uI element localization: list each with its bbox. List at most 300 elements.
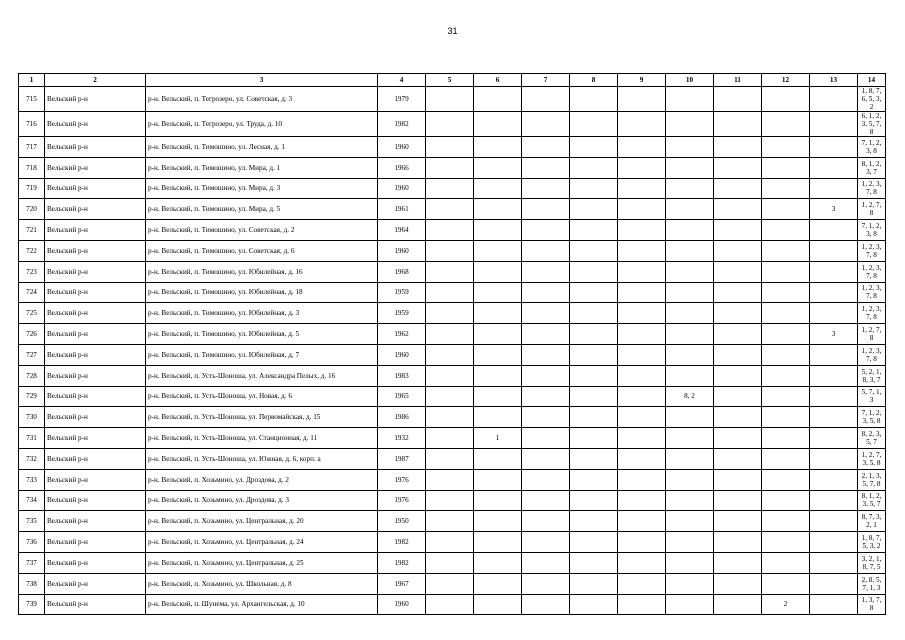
district-cell: Вельский р-н: [45, 324, 146, 345]
year-cell: 1964: [378, 220, 426, 241]
col11-cell: [714, 157, 762, 178]
col11-cell: [714, 511, 762, 532]
col10-cell: [666, 344, 714, 365]
col7-cell: [522, 428, 570, 449]
year-cell: 1960: [378, 594, 426, 615]
header-cell: 11: [714, 74, 762, 87]
col9-cell: [618, 112, 666, 137]
year-cell: 1987: [378, 448, 426, 469]
table-row: [19, 490, 886, 511]
col8-cell: [570, 87, 618, 112]
col8-cell: [570, 344, 618, 365]
col11-cell: [714, 199, 762, 220]
year-cell: 1982: [378, 532, 426, 553]
address-cell: р-н. Вельский, п. Тимошино, ул. Юбилейная, д. 5: [146, 324, 378, 345]
year-cell: 1982: [378, 112, 426, 137]
row-number-cell: 726: [19, 324, 45, 345]
col7-cell: [522, 532, 570, 553]
table-body: [19, 87, 886, 615]
col7-cell: [522, 220, 570, 241]
district-cell: Вельский р-н: [45, 87, 146, 112]
col9-cell: [618, 261, 666, 282]
table-row: [19, 220, 886, 241]
codes-cell: 5, 7, 1, 3: [858, 386, 886, 407]
table-row: [19, 157, 886, 178]
codes-cell: 2, 1, 3, 5, 7, 8: [858, 469, 886, 490]
col9-cell: [618, 87, 666, 112]
table-row: [19, 448, 886, 469]
year-cell: 1959: [378, 282, 426, 303]
table-row: [19, 261, 886, 282]
col9-cell: [618, 511, 666, 532]
col8-cell: [570, 469, 618, 490]
col9-cell: [618, 282, 666, 303]
table-row: [19, 324, 886, 345]
row-number-cell: 731: [19, 428, 45, 449]
col12-cell: [762, 365, 810, 386]
col5-cell: [426, 199, 474, 220]
col6-cell: [474, 407, 522, 428]
col13-cell: [810, 594, 858, 615]
header-cell: 5: [426, 74, 474, 87]
col9-cell: [618, 573, 666, 594]
col6-cell: [474, 324, 522, 345]
col7-cell: [522, 112, 570, 137]
col5-cell: [426, 344, 474, 365]
col7-cell: [522, 303, 570, 324]
col5-cell: [426, 428, 474, 449]
col11-cell: [714, 220, 762, 241]
codes-cell: 5, 2, 1, 8, 3, 7: [858, 365, 886, 386]
col7-cell: [522, 448, 570, 469]
col8-cell: [570, 428, 618, 449]
row-number-cell: 720: [19, 199, 45, 220]
col5-cell: [426, 137, 474, 158]
header-cell: 10: [666, 74, 714, 87]
col6-cell: [474, 532, 522, 553]
col8-cell: [570, 448, 618, 469]
row-number-cell: 737: [19, 552, 45, 573]
district-cell: Вельский р-н: [45, 428, 146, 449]
row-number-cell: 718: [19, 157, 45, 178]
codes-cell: 1, 2, 3, 7, 8: [858, 178, 886, 199]
col10-cell: [666, 137, 714, 158]
col7-cell: [522, 344, 570, 365]
col12-cell: [762, 220, 810, 241]
year-cell: 1960: [378, 178, 426, 199]
col9-cell: [618, 594, 666, 615]
col6-cell: [474, 261, 522, 282]
district-cell: Вельский р-н: [45, 573, 146, 594]
col11-cell: [714, 594, 762, 615]
year-cell: 1960: [378, 344, 426, 365]
col13-cell: [810, 365, 858, 386]
col8-cell: [570, 552, 618, 573]
col11-cell: [714, 240, 762, 261]
col11-cell: [714, 87, 762, 112]
col11-cell: [714, 532, 762, 553]
row-number-cell: 738: [19, 573, 45, 594]
col9-cell: [618, 157, 666, 178]
col11-cell: [714, 303, 762, 324]
col8-cell: [570, 324, 618, 345]
address-cell: р-н. Вельский, п. Усть-Шоноша, ул. Станционная, д. 11: [146, 428, 378, 449]
col9-cell: [618, 490, 666, 511]
col5-cell: [426, 365, 474, 386]
row-number-cell: 717: [19, 137, 45, 158]
header-cell: 1: [19, 74, 45, 87]
codes-cell: 1, 2, 3, 7, 8: [858, 344, 886, 365]
table-row: [19, 365, 886, 386]
col5-cell: [426, 594, 474, 615]
address-cell: р-н. Вельский, п. Тимошино, ул. Юбилейная, д. 7: [146, 344, 378, 365]
row-number-cell: 721: [19, 220, 45, 241]
col6-cell: [474, 178, 522, 199]
header-cell: 12: [762, 74, 810, 87]
address-cell: р-н. Вельский, п. Хозьмино, ул. Дроздова, д. 2: [146, 469, 378, 490]
col12-cell: [762, 428, 810, 449]
address-cell: р-н. Вельский, п. Тимошино, ул. Советская, д. 6: [146, 240, 378, 261]
col8-cell: [570, 199, 618, 220]
col13-cell: [810, 386, 858, 407]
codes-cell: 1, 8, 7, 6, 5, 3, 2: [858, 87, 886, 112]
year-cell: 1961: [378, 199, 426, 220]
year-cell: 1960: [378, 137, 426, 158]
codes-cell: 1, 2, 3, 7, 8: [858, 240, 886, 261]
district-cell: Вельский р-н: [45, 448, 146, 469]
district-cell: Вельский р-н: [45, 303, 146, 324]
table-row: [19, 240, 886, 261]
col12-cell: [762, 112, 810, 137]
table-row: [19, 573, 886, 594]
col6-cell: [474, 157, 522, 178]
col9-cell: [618, 178, 666, 199]
col10-cell: [666, 261, 714, 282]
col6-cell: [474, 303, 522, 324]
row-number-cell: 732: [19, 448, 45, 469]
col11-cell: [714, 573, 762, 594]
col10-cell: [666, 324, 714, 345]
col12-cell: [762, 87, 810, 112]
col13-cell: [810, 573, 858, 594]
year-cell: 1979: [378, 87, 426, 112]
col9-cell: [618, 240, 666, 261]
col5-cell: [426, 573, 474, 594]
district-cell: Вельский р-н: [45, 178, 146, 199]
col10-cell: [666, 365, 714, 386]
address-cell: р-н. Вельский, п. Хозьмино, ул. Дроздова, д. 3: [146, 490, 378, 511]
codes-cell: 7, 1, 2, 3, 8: [858, 137, 886, 158]
col5-cell: [426, 448, 474, 469]
row-number-cell: 723: [19, 261, 45, 282]
col11-cell: [714, 448, 762, 469]
col12-cell: 2: [762, 594, 810, 615]
codes-cell: 8, 1, 2, 3, 7: [858, 157, 886, 178]
year-cell: 1962: [378, 324, 426, 345]
col13-cell: [810, 282, 858, 303]
col6-cell: [474, 240, 522, 261]
col8-cell: [570, 178, 618, 199]
col6-cell: [474, 220, 522, 241]
col9-cell: [618, 303, 666, 324]
col11-cell: [714, 552, 762, 573]
year-cell: 1976: [378, 490, 426, 511]
address-cell: р-н. Вельский, п. Тимошино, ул. Лесная, д. 1: [146, 137, 378, 158]
col12-cell: [762, 552, 810, 573]
table-row: [19, 344, 886, 365]
col8-cell: [570, 573, 618, 594]
district-cell: Вельский р-н: [45, 240, 146, 261]
col13-cell: 3: [810, 199, 858, 220]
col5-cell: [426, 240, 474, 261]
row-number-cell: 735: [19, 511, 45, 532]
col5-cell: [426, 490, 474, 511]
row-number-cell: 729: [19, 386, 45, 407]
codes-cell: 2, 8, 5, 7, 1, 3: [858, 573, 886, 594]
col5-cell: [426, 178, 474, 199]
col7-cell: [522, 157, 570, 178]
table-row: [19, 532, 886, 553]
codes-cell: 8, 1, 2, 3, 5, 7: [858, 490, 886, 511]
col5-cell: [426, 386, 474, 407]
address-cell: р-н. Вельский, п. Усть-Шоноша, ул. Александра Пелых, д. 16: [146, 365, 378, 386]
col13-cell: [810, 261, 858, 282]
col9-cell: [618, 137, 666, 158]
col12-cell: [762, 199, 810, 220]
col10-cell: [666, 448, 714, 469]
row-number-cell: 739: [19, 594, 45, 615]
address-cell: р-н. Вельский, п. Тимошино, ул. Юбилейная, д. 3: [146, 303, 378, 324]
address-cell: р-н. Вельский, п. Тимошино, ул. Советская, д. 2: [146, 220, 378, 241]
year-cell: 1966: [378, 157, 426, 178]
col9-cell: [618, 365, 666, 386]
row-number-cell: 736: [19, 532, 45, 553]
col13-cell: [810, 469, 858, 490]
col9-cell: [618, 532, 666, 553]
district-cell: Вельский р-н: [45, 532, 146, 553]
col5-cell: [426, 87, 474, 112]
col9-cell: [618, 469, 666, 490]
district-cell: Вельский р-н: [45, 137, 146, 158]
district-cell: Вельский р-н: [45, 220, 146, 241]
table-row: [19, 87, 886, 112]
address-cell: р-н. Вельский, п. Хозьмино, ул. Школьная, д. 8: [146, 573, 378, 594]
table-row: [19, 303, 886, 324]
col6-cell: [474, 594, 522, 615]
district-cell: Вельский р-н: [45, 344, 146, 365]
col8-cell: [570, 303, 618, 324]
table-row: [19, 282, 886, 303]
col10-cell: [666, 199, 714, 220]
col5-cell: [426, 511, 474, 532]
col12-cell: [762, 448, 810, 469]
row-number-cell: 719: [19, 178, 45, 199]
header-cell: 9: [618, 74, 666, 87]
table-row: [19, 178, 886, 199]
col7-cell: [522, 490, 570, 511]
col9-cell: [618, 344, 666, 365]
col7-cell: [522, 594, 570, 615]
col13-cell: [810, 490, 858, 511]
col7-cell: [522, 240, 570, 261]
codes-cell: 1, 3, 7, 8: [858, 594, 886, 615]
address-cell: р-н. Вельский, п. Тегрозеро, ул. Советская, д. 3: [146, 87, 378, 112]
col12-cell: [762, 386, 810, 407]
col13-cell: [810, 532, 858, 553]
col7-cell: [522, 261, 570, 282]
address-cell: р-н. Вельский, п. Усть-Шоноша, ул. Новая, д. 6: [146, 386, 378, 407]
district-cell: Вельский р-н: [45, 261, 146, 282]
col5-cell: [426, 532, 474, 553]
codes-cell: 1, 2, 7, 3, 5, 8: [858, 448, 886, 469]
row-number-cell: 727: [19, 344, 45, 365]
col7-cell: [522, 199, 570, 220]
address-cell: р-н. Вельский, п. Усть-Шоноша, ул. Южная, д. 6, корп. а: [146, 448, 378, 469]
col9-cell: [618, 324, 666, 345]
col13-cell: [810, 178, 858, 199]
table-row: [19, 386, 886, 407]
address-cell: р-н. Вельский, п. Тимошино, ул. Мира, д. 1: [146, 157, 378, 178]
col10-cell: [666, 573, 714, 594]
district-cell: Вельский р-н: [45, 552, 146, 573]
col10-cell: [666, 157, 714, 178]
col12-cell: [762, 532, 810, 553]
table-row: [19, 112, 886, 137]
col6-cell: [474, 112, 522, 137]
col9-cell: [618, 407, 666, 428]
col10-cell: [666, 469, 714, 490]
col6-cell: [474, 490, 522, 511]
codes-cell: 1, 8, 7, 5, 3, 2: [858, 532, 886, 553]
col13-cell: [810, 112, 858, 137]
col8-cell: [570, 261, 618, 282]
col7-cell: [522, 573, 570, 594]
year-cell: 1960: [378, 240, 426, 261]
col10-cell: [666, 428, 714, 449]
col13-cell: [810, 220, 858, 241]
col6-cell: [474, 469, 522, 490]
col11-cell: [714, 469, 762, 490]
col12-cell: [762, 157, 810, 178]
year-cell: 1968: [378, 261, 426, 282]
col9-cell: [618, 448, 666, 469]
year-cell: 1982: [378, 552, 426, 573]
col12-cell: [762, 407, 810, 428]
col13-cell: [810, 511, 858, 532]
col12-cell: [762, 303, 810, 324]
col7-cell: [522, 365, 570, 386]
row-number-cell: 733: [19, 469, 45, 490]
col6-cell: 1: [474, 428, 522, 449]
col7-cell: [522, 282, 570, 303]
col6-cell: [474, 344, 522, 365]
year-cell: 1965: [378, 386, 426, 407]
table-row: [19, 552, 886, 573]
col7-cell: [522, 511, 570, 532]
col13-cell: 3: [810, 324, 858, 345]
codes-cell: 6, 1, 2, 3, 5, 7, 8: [858, 112, 886, 137]
row-number-cell: 716: [19, 112, 45, 137]
col8-cell: [570, 282, 618, 303]
col10-cell: [666, 532, 714, 553]
col9-cell: [618, 386, 666, 407]
col6-cell: [474, 448, 522, 469]
year-cell: 1976: [378, 469, 426, 490]
header-cell: 13: [810, 74, 858, 87]
year-cell: 1983: [378, 365, 426, 386]
col11-cell: [714, 112, 762, 137]
col6-cell: [474, 282, 522, 303]
col12-cell: [762, 261, 810, 282]
col9-cell: [618, 199, 666, 220]
col10-cell: [666, 303, 714, 324]
row-number-cell: 724: [19, 282, 45, 303]
district-cell: Вельский р-н: [45, 490, 146, 511]
col5-cell: [426, 261, 474, 282]
address-cell: р-н. Вельский, п. Шунема, ул. Архангельская, д. 10: [146, 594, 378, 615]
year-cell: 1967: [378, 573, 426, 594]
table-row: [19, 428, 886, 449]
header-row: [19, 74, 886, 87]
district-cell: Вельский р-н: [45, 386, 146, 407]
col6-cell: [474, 137, 522, 158]
address-cell: р-н. Вельский, п. Тимошино, ул. Юбилейная, д. 16: [146, 261, 378, 282]
col5-cell: [426, 552, 474, 573]
table-row: [19, 469, 886, 490]
table-row: [19, 594, 886, 615]
col10-cell: [666, 178, 714, 199]
col12-cell: [762, 137, 810, 158]
address-cell: р-н. Вельский, п. Усть-Шоноша, ул. Первомайская, д. 15: [146, 407, 378, 428]
col6-cell: [474, 87, 522, 112]
codes-cell: 8, 7, 3, 2, 1: [858, 511, 886, 532]
table-row: [19, 511, 886, 532]
col8-cell: [570, 137, 618, 158]
row-number-cell: 722: [19, 240, 45, 261]
col13-cell: [810, 240, 858, 261]
table-row: [19, 407, 886, 428]
col12-cell: [762, 511, 810, 532]
col5-cell: [426, 112, 474, 137]
col5-cell: [426, 469, 474, 490]
col7-cell: [522, 137, 570, 158]
col7-cell: [522, 386, 570, 407]
col8-cell: [570, 112, 618, 137]
district-cell: Вельский р-н: [45, 157, 146, 178]
row-number-cell: 715: [19, 87, 45, 112]
row-number-cell: 725: [19, 303, 45, 324]
col12-cell: [762, 344, 810, 365]
col10-cell: 8, 2: [666, 386, 714, 407]
col11-cell: [714, 344, 762, 365]
address-cell: р-н. Вельский, п. Тегрозеро, ул. Труда, д. 10: [146, 112, 378, 137]
col10-cell: [666, 511, 714, 532]
col11-cell: [714, 490, 762, 511]
col13-cell: [810, 344, 858, 365]
row-number-cell: 728: [19, 365, 45, 386]
district-cell: Вельский р-н: [45, 112, 146, 137]
col10-cell: [666, 282, 714, 303]
col13-cell: [810, 448, 858, 469]
col10-cell: [666, 112, 714, 137]
col8-cell: [570, 386, 618, 407]
codes-cell: 1, 2, 3, 7, 8: [858, 303, 886, 324]
codes-cell: 1, 2, 3, 7, 8: [858, 282, 886, 303]
codes-cell: 3, 2, 1, 8, 7, 5: [858, 552, 886, 573]
col7-cell: [522, 87, 570, 112]
address-cell: р-н. Вельский, п. Тимошино, ул. Мира, д. 3: [146, 178, 378, 199]
col13-cell: [810, 552, 858, 573]
